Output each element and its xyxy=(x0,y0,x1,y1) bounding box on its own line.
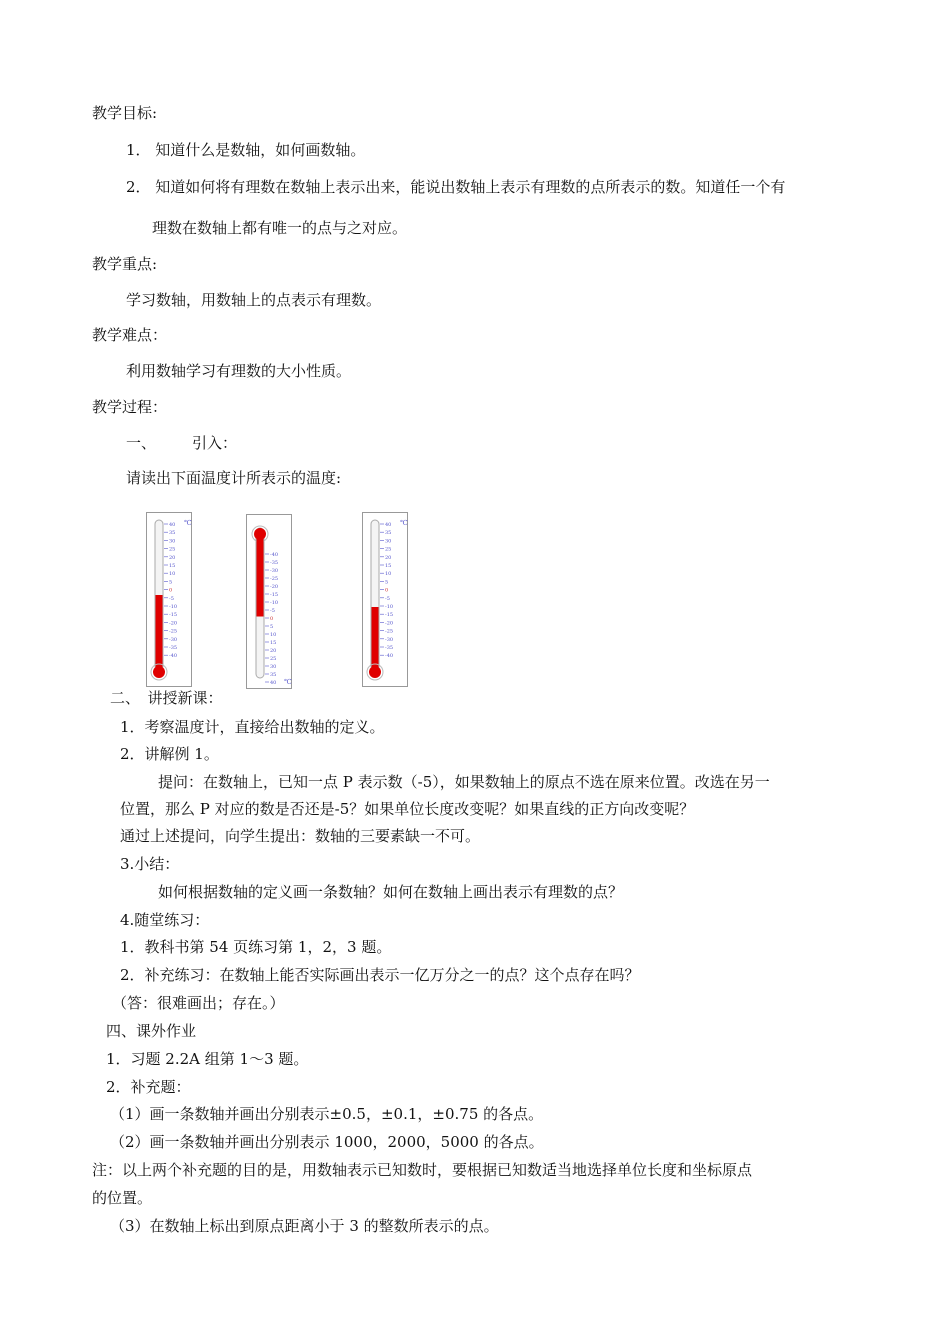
thermometer-1-tick-label: -20 xyxy=(169,620,178,627)
section-2-heading: 二、 讲授新课： xyxy=(110,689,223,707)
thermometer-3-tick-label: -10 xyxy=(385,604,394,610)
thermometer-2-tick-label: -15 xyxy=(270,592,279,598)
thermometer-3-tick-label: -20 xyxy=(385,620,394,627)
thermometer-3-tick-label: 35 xyxy=(385,530,392,537)
thermometer-3-bulb xyxy=(369,666,381,678)
thermometer-2-tick-label: 35 xyxy=(270,672,277,678)
goal-item-2: 2． 知道如何将有理数在数轴上表示出来，能说出数轴上表示有理数的点所表示的数。知道任一个有 xyxy=(126,178,786,196)
note-line-2: 的位置。 xyxy=(92,1189,153,1207)
thermometer-1-tick-label: -35 xyxy=(169,645,178,651)
practice-item-1: 1．教科书第 54 页练习第 1，2，3 题。 xyxy=(120,938,392,956)
thermometer-3-tick-label: -15 xyxy=(385,612,394,619)
note-line-1: 注：以上两个补充题的目的是，用数轴表示已知数时，要根据已知数适当地选择单位长度和坐标原点 xyxy=(92,1161,753,1179)
thermometer-2-tick-label: 40 xyxy=(270,680,277,686)
goals-heading: 教学目标: xyxy=(92,104,158,122)
thermometer-2-tick-label: -25 xyxy=(270,576,279,582)
thermometer-2-fluid xyxy=(257,534,264,617)
homework-item-2-1: （1）画一条数轴并画出分别表示±0.5，±0.1，±0.75 的各点。 xyxy=(110,1105,544,1123)
thermometer-2 xyxy=(246,514,296,690)
thermometer-3-tick-label: -40 xyxy=(385,653,394,660)
thermometer-3-fluid xyxy=(372,607,379,670)
practice-heading: 4.随堂练习： xyxy=(120,911,210,929)
thermometer-2-tick-label: 30 xyxy=(270,664,277,670)
intro-number: 一、 xyxy=(126,434,157,452)
thermometer-3 xyxy=(362,512,412,688)
thermometer-1-tick-label: 40 xyxy=(169,522,176,528)
difficulty-heading: 教学难点： xyxy=(92,326,168,344)
difficulty-text: 利用数轴学习有理数的大小性质。 xyxy=(126,362,352,380)
homework-item-2-3: （3）在数轴上标出到原点距离小于 3 的整数所表示的点。 xyxy=(110,1217,499,1235)
thermometer-3-tick-label: -5 xyxy=(385,595,390,602)
thermometer-1-fluid xyxy=(156,595,163,670)
thermometer-3-tick-label: -35 xyxy=(385,645,394,651)
thermometer-1-tick-label: 25 xyxy=(169,546,176,553)
thermometer-3-tick-label: -30 xyxy=(385,636,394,643)
thermometer-3-tick-label: 25 xyxy=(385,546,392,553)
summary-heading: 3.小结： xyxy=(120,855,180,873)
thermometer-3-tick-label: 5 xyxy=(385,579,389,586)
question-line-3: 通过上述提问，向学生提出：数轴的三要素缺一不可。 xyxy=(120,827,481,845)
thermometer-2-unit: ℃ xyxy=(284,678,292,686)
thermometer-2-tick-label: -5 xyxy=(270,608,275,614)
thermometer-3-tick-label: 15 xyxy=(385,563,392,569)
thermometer-2-tick-label: -40 xyxy=(270,552,279,558)
key-point-heading: 教学重点: xyxy=(92,255,158,273)
thermometer-2-tick-label: 25 xyxy=(270,656,277,662)
thermometer-3-tick-label: 30 xyxy=(385,538,392,545)
thermometer-1-tick-label: 15 xyxy=(169,563,176,569)
thermometer-1-tick-label: 20 xyxy=(169,554,176,561)
thermometer-1-tick-label: -5 xyxy=(169,595,174,602)
thermometer-3-tick-label: -25 xyxy=(385,628,394,635)
thermometer-1-bulb xyxy=(153,666,165,678)
thermometer-3-unit: ℃ xyxy=(400,519,408,527)
key-point-text: 学习数轴，用数轴上的点表示有理数。 xyxy=(126,291,382,309)
thermometer-2-tick-label: 20 xyxy=(270,648,277,654)
homework-item-2-2: （2）画一条数轴并画出分别表示 1000，2000，5000 的各点。 xyxy=(110,1133,544,1151)
thermometer-1-tick-label: -25 xyxy=(169,628,178,635)
thermometer-2-tick-label: -30 xyxy=(270,568,279,574)
thermometer-3-tick-label: 40 xyxy=(385,522,392,528)
thermometer-2-tick-label: -35 xyxy=(270,560,279,566)
homework-heading: 四、课外作业 xyxy=(106,1022,197,1040)
homework-item-2: 2．补充题： xyxy=(106,1078,191,1096)
thermometer-3-tick-label: 20 xyxy=(385,554,392,561)
practice-item-2: 2．补充练习：在数轴上能否实际画出表示一亿万分之一的点？这个点存在吗？ xyxy=(120,966,640,984)
thermometer-1-tick-label: -40 xyxy=(169,653,178,660)
thermometer-3-tick-label: 0 xyxy=(385,587,389,594)
summary-text: 如何根据数轴的定义画一条数轴？如何在数轴上画出表示有理数的点？ xyxy=(158,883,624,901)
thermometer-1-tick-label: 10 xyxy=(169,571,176,578)
thermometer-1-tick-label: -15 xyxy=(169,612,178,619)
question-line-1: 提问：在数轴上，已知一点 P 表示数（-5），如果数轴上的原点不选在原来位置。改选在另一 xyxy=(158,773,770,791)
thermometer-2-tick-label: 10 xyxy=(270,632,277,638)
thermometer-1-tick-label: 0 xyxy=(169,587,173,594)
thermometer-1-unit: ℃ xyxy=(184,519,192,527)
thermometer-2-tick-label: -10 xyxy=(270,600,279,606)
thermometer-1-tick-label: 5 xyxy=(169,579,173,586)
thermometer-2-frame xyxy=(247,515,292,689)
intro-label: 引入： xyxy=(192,434,238,452)
thermometer-1-tick-label: 35 xyxy=(169,530,176,537)
thermometer-prompt: 请读出下面温度计所表示的温度: xyxy=(126,469,342,487)
thermometer-2-tick-label: 15 xyxy=(270,640,277,646)
goal-item-2-cont: 理数在数轴上都有唯一的点与之对应。 xyxy=(152,219,408,237)
lesson-item-2: 2．讲解例 1。 xyxy=(120,745,219,763)
thermometer-1-tick-label: -10 xyxy=(169,604,178,610)
homework-item-1: 1．习题 2.2A 组第 1～3 题。 xyxy=(106,1050,309,1068)
thermometer-2-tick-label: 0 xyxy=(270,616,274,622)
thermometer-1-tick-label: -30 xyxy=(169,636,178,643)
process-heading: 教学过程： xyxy=(92,398,168,416)
thermometer-2-tick-label: 5 xyxy=(270,624,274,630)
thermometer-1-tick-label: 30 xyxy=(169,538,176,545)
lesson-item-1: 1．考察温度计，直接给出数轴的定义。 xyxy=(120,718,385,736)
practice-answer: （答：很难画出；存在。） xyxy=(112,994,285,1012)
thermometer-2-tick-label: -20 xyxy=(270,584,279,590)
goal-item-1: 1． 知道什么是数轴，如何画数轴。 xyxy=(126,141,366,159)
thermometer-1 xyxy=(146,512,196,688)
question-line-2: 位置，那么 P 对应的数是否还是-5？如果单位长度改变呢？如果直线的正方向改变呢？ xyxy=(120,800,695,818)
thermometer-3-tick-label: 10 xyxy=(385,571,392,578)
